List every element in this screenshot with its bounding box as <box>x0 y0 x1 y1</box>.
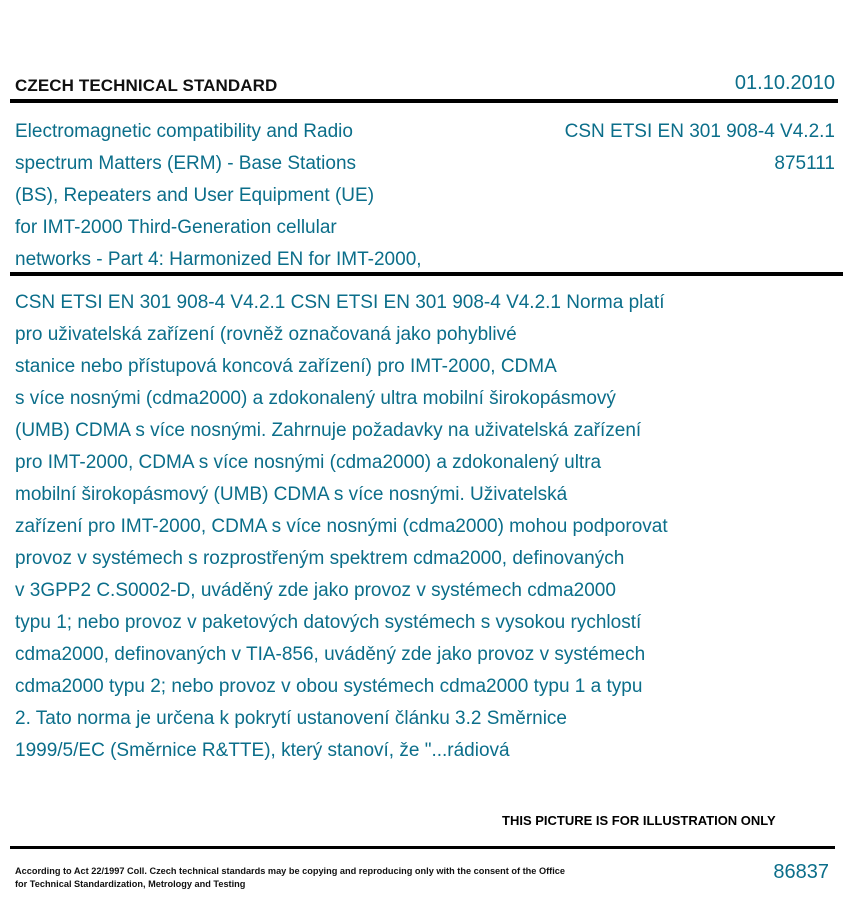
abstract-line: stanice nebo přístupová koncová zařízení) pro IMT-2000, CDMA <box>15 356 557 377</box>
title-line: spectrum Matters (ERM) - Base Stations <box>15 153 357 174</box>
abstract-line: (UMB) CDMA s více nosnými. Zahrnuje požadavky na uživatelská zařízení <box>15 420 642 441</box>
abstract-line: v 3GPP2 C.S0002-D, uváděný zde jako provoz v systémech cdma2000 <box>15 580 616 601</box>
abstract-line: CSN ETSI EN 301 908-4 V4.2.1 CSN ETSI EN 301 908-4 V4.2.1 Norma platí <box>15 292 665 313</box>
footer-divider <box>10 846 835 849</box>
legal-notice-line: for Technical Standardization, Metrology and Testing <box>15 879 246 889</box>
standard-type-label: CZECH TECHNICAL STANDARD <box>15 76 278 95</box>
document-abstract <box>15 287 795 767</box>
standard-number: 875111 <box>774 153 835 174</box>
abstract-line: cdma2000, definovaných v TIA-856, uváděný zde jako provoz v systémech <box>15 644 646 665</box>
document-id: 86837 <box>773 861 829 883</box>
title-divider <box>10 272 843 276</box>
standard-code: CSN ETSI EN 301 908-4 V4.2.1 <box>564 121 835 142</box>
header-divider <box>10 99 838 103</box>
abstract-line: cdma2000 typu 2; nebo provoz v obou systémech cdma2000 typu 1 a typu <box>15 676 643 697</box>
abstract-line: 1999/5/EC (Směrnice R&TTE), který stanoví, že "...rádiová <box>15 740 510 761</box>
abstract-line: s více nosnými (cdma2000) a zdokonalený ultra mobilní širokopásmový <box>15 388 616 409</box>
abstract-line: 2. Tato norma je určena k pokrytí ustanovení článku 3.2 Směrnice <box>15 708 568 729</box>
abstract-line: mobilní širokopásmový (UMB) CDMA s více nosnými. Uživatelská <box>15 484 568 505</box>
title-line: (BS), Repeaters and User Equipment (UE) <box>15 185 375 206</box>
title-line: for IMT-2000 Third-Generation cellular <box>15 217 337 238</box>
standard-identifier <box>565 116 835 180</box>
legal-notice <box>15 865 565 891</box>
abstract-line: pro IMT-2000, CDMA s více nosnými (cdma2000) a zdokonalený ultra <box>15 452 602 473</box>
abstract-line: zařízení pro IMT-2000, CDMA s více nosnými (cdma2000) mohou podporovat <box>15 516 668 537</box>
abstract-line: pro uživatelská zařízení (rovněž označovaná jako pohyblivé <box>15 324 517 345</box>
abstract-line: provoz v systémech s rozprostřeným spektrem cdma2000, definovaných <box>15 548 625 569</box>
title-line: networks - Part 4: Harmonized EN for IMT-2000, <box>15 249 422 270</box>
illustration-note: THIS PICTURE IS FOR ILLUSTRATION ONLY <box>502 813 776 828</box>
abstract-line: typu 1; nebo provoz v paketových datových systémech s vysokou rychlostí <box>15 612 642 633</box>
legal-notice-line: According to Act 22/1997 Coll. Czech technical standards may be copying and reproducing only with the consent of the Office <box>15 866 565 876</box>
publication-date: 01.10.2010 <box>734 72 835 94</box>
document-title <box>15 116 485 276</box>
title-line: Electromagnetic compatibility and Radio <box>15 121 353 142</box>
